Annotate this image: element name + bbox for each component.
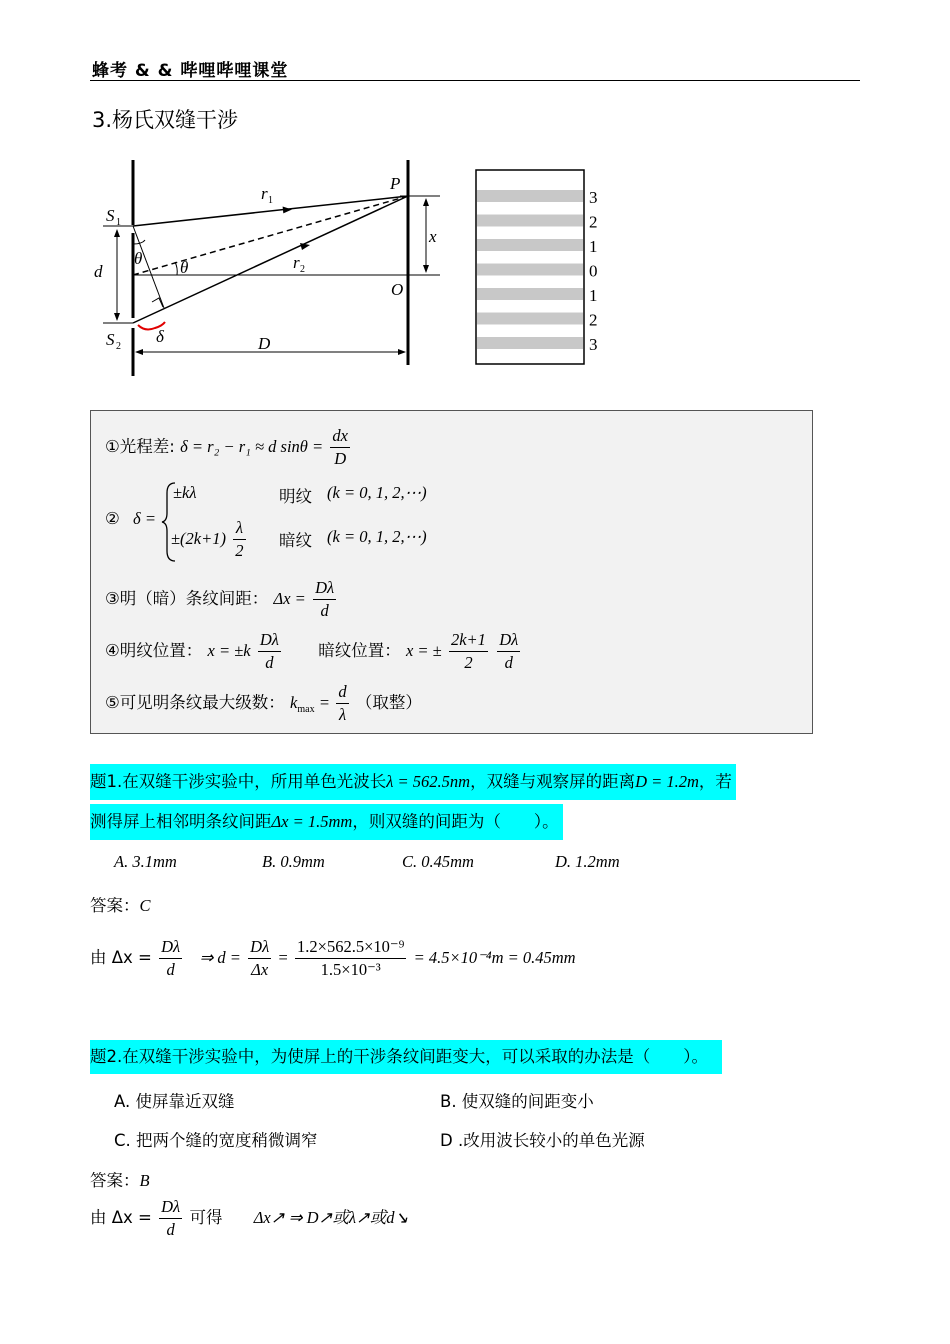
ray-r2	[133, 196, 408, 323]
q1-line2: 测得屏上相邻明条纹间距Δx = 1.5mm，则双缝的间距为（ ）。	[90, 804, 563, 840]
formula-4: ④明纹位置： x = ±k $\frac{D\lambda}{d}$ 暗纹位置： x = ± $\frac{2k+1}{2}$ $\frac{D\lambda}{d}$	[105, 630, 519, 672]
fringe-order-label: 1	[589, 286, 598, 305]
label-O: O	[391, 280, 404, 299]
q1-answer: 答案：C	[90, 896, 151, 915]
label-S2: S	[106, 330, 115, 349]
q1-line1: 题1.在双缝干涉实验中，所用单色光波长λ = 562.5nm，双缝与观察屏的距离D = 1.2m，若	[90, 764, 736, 800]
label-theta-b: θ	[180, 258, 189, 277]
center-ray	[133, 196, 408, 275]
formula-box	[90, 410, 813, 734]
q2-option-d: D .改用波长较小的单色光源	[440, 1131, 645, 1150]
header-title: 蜂考 & & 哔哩哔哩课堂	[92, 61, 289, 81]
bright-fringe	[477, 288, 583, 300]
double-slit-diagram	[0, 0, 950, 400]
formula-2-case2-cond: (k = 0, 1, 2,⋯)	[327, 527, 427, 546]
q2-answer: 答案：B	[90, 1171, 150, 1190]
bright-fringe	[477, 264, 583, 276]
fringe-order-label: 1	[589, 237, 598, 256]
fringe-order-label: 2	[589, 310, 598, 330]
fringe-order-label: 0	[589, 261, 598, 281]
formula-1: ①光程差: δ = r₂ − r₁ ≈ d sinθ = $\frac{dx}{D}$	[105, 426, 348, 468]
label-S2-sub: 2	[116, 341, 121, 352]
bright-fringe	[477, 215, 583, 227]
q2-line1: 题2.在双缝干涉实验中，为使屏上的干涉条纹间距变大，可以采取的办法是（ ）。	[90, 1040, 722, 1074]
label-delta: δ	[156, 327, 164, 346]
q1-option-a: A. 3.1mm	[114, 852, 177, 871]
bright-fringe	[477, 337, 583, 349]
label-r2: r	[293, 253, 300, 272]
bright-fringe	[477, 239, 583, 251]
label-r1: r	[261, 184, 268, 203]
section-title: 3.杨氏双缝干涉	[92, 108, 239, 132]
bright-fringe	[477, 313, 583, 325]
q2-option-b: B. 使双缝的间距变小	[440, 1092, 594, 1111]
q1-option-b: B. 0.9mm	[262, 852, 325, 871]
formula-2-case1-cond: (k = 0, 1, 2,⋯)	[327, 483, 427, 502]
label-P: P	[390, 174, 401, 193]
q1-option-d: D. 1.2mm	[555, 852, 620, 871]
label-r2-sub: 2	[300, 264, 305, 275]
label-d: d	[94, 262, 103, 281]
formula-2-case1: ±kλ	[173, 483, 197, 502]
label-S1-sub: 1	[116, 217, 121, 228]
formula-2-case1-name: 明纹	[279, 487, 312, 506]
label-theta-a: θ	[134, 249, 143, 268]
label-D: D	[258, 334, 271, 353]
q1-solution: 由 Δx = $\frac{D\lambda}{d}$ ⇒ d = $\frac{D\lambda}{\Delta x}$ = $\frac{\text{1.2×562.5×10⁻⁹}}{\text{1.5×10⁻³}}$ = 4.5×10⁻⁴m = 0.45mm	[90, 937, 576, 979]
formula-5: ⑤可见明条纹最大级数： $k_{max}$ = $\frac{d}{\lambda}$ （取整）	[105, 682, 422, 724]
label-x: x	[429, 227, 437, 246]
q2-solution: 由 Δx = $\frac{D\lambda}{d}$ 可得 Δx↗ ⇒ D↗或λ↗或d↘	[90, 1197, 409, 1239]
formula-2-label: ② δ =	[105, 509, 156, 528]
bright-fringe	[477, 190, 583, 202]
fringe-order-label: 2	[589, 212, 598, 232]
label-r1-sub: 1	[268, 195, 273, 206]
formula-2-case2-name: 暗纹	[279, 531, 312, 550]
q1-option-c: C. 0.45mm	[402, 852, 474, 871]
q2-option-c: C. 把两个缝的宽度稍微调窄	[114, 1131, 318, 1150]
fringe-order-label: 3	[589, 335, 598, 354]
label-S1: S	[106, 206, 115, 225]
q2-option-a: A. 使屏靠近双缝	[114, 1092, 235, 1111]
fringe-order-label: 3	[589, 188, 598, 207]
formula-3: ③明（暗）条纹间距： Δx = $\frac{D\lambda}{d}$	[105, 578, 335, 620]
formula-2-case2: ±(2k+1) $\frac{\lambda}{2}$	[171, 518, 244, 560]
fringe-numbers	[589, 188, 598, 354]
